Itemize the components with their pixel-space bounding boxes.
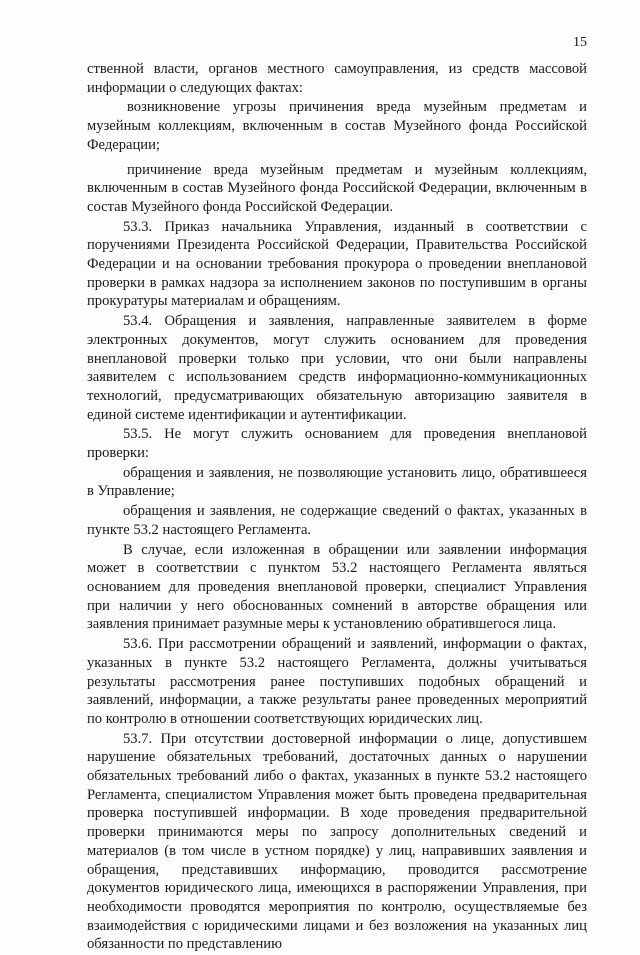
paragraph-53-3: 53.3. Приказ начальника Управления, изданный в соответствии с поручениями Президента Российской Федерации, Правительства Российской Федерации и на основании требования прокурора о проведении внеплановой проверки в рамках надзора за исполнением законов по поступившим в органы прокуратуры материалам и обращениям.: [87, 218, 587, 310]
paragraph-53-5-item-1: обращения и заявления, не позволяющие установить лицо, обратившееся в Управление;: [87, 464, 587, 500]
paragraph-intro-continuation: ственной власти, органов местного самоуправления, из средств массовой информации о следующих фактах:: [87, 61, 587, 96]
paragraph-fact-threat: возникновение угрозы причинения вреда музейным предметам и музейным коллекциям, включенным в состав Музейного фонда Российской Федерации;: [87, 99, 587, 153]
paragraph-53-7: 53.7. При отсутствии достоверной информации о лице, допустившем нарушение обязательных требований, достаточных данных о нарушении обязательных требований либо о фактах, указанных в пункте 53.2 настоящего Регламента, специалистом Управления может быть проведена предварительная проверка поступившей информации. В ходе проведения предварительной проверки принимаются меры по запросу дополнительных сведений и материалов (в том числе в устном порядке) у лиц, направивших заявления и обращения, представивших информацию, проводится рассмотрение документов юридического лица, имеющихся в распоряжении Управления, при необходимости проводятся мероприятия по контролю, осуществляемые без взаимодействия с юридическими лицами и без возложения на указанных лиц обязанности по представлению: [87, 730, 587, 953]
page-number: 15: [573, 35, 587, 50]
paragraph-fact-harm: причинение вреда музейным предметам и музейным коллекциям, включенным в состав Музейного фонда Российской Федерации, включенным в состав Музейного фонда Российской Федерации.: [87, 161, 587, 215]
paragraph-53-6: 53.6. При рассмотрении обращений и заявлений, информации о фактах, указанных в пункте 53.2 настоящего Регламента, должны учитываться результаты рассмотрения ранее поступивших подобных обращений и заявлений, информации, а также результаты ранее проведенных мероприятий по контролю в отношении соответствующих юридических лиц.: [87, 636, 587, 727]
paragraph-53-4: 53.4. Обращения и заявления, направленные заявителем в форме электронных документов, могут служить основанием для проведения внеплановой проверки только при условии, что они были направлены заявителем с использованием средств информационно-коммуникационных технологий, предусматривающих обязательную авторизацию заявителя в единой системе идентификации и аутентификации.: [87, 313, 587, 423]
paragraph-53-5-item-2: обращения и заявления, не содержащие сведений о фактах, указанных в пункте 53.2 настоящего Регламента.: [87, 503, 587, 538]
paragraph-53-5-note: В случае, если изложенная в обращении или заявлении информация может в соответствии с пунктом 53.2 настоящего Регламента являться основанием для проведения внеплановой проверки, специалист Управления при наличии у него обоснованных сомнений в авторстве обращения или заявления принимает разумные меры к установлению обратившегося лица.: [87, 541, 587, 633]
paragraph-53-5: 53.5. Не могут служить основанием для проведения внеплановой проверки:: [87, 426, 587, 462]
document-body: [87, 60, 587, 955]
